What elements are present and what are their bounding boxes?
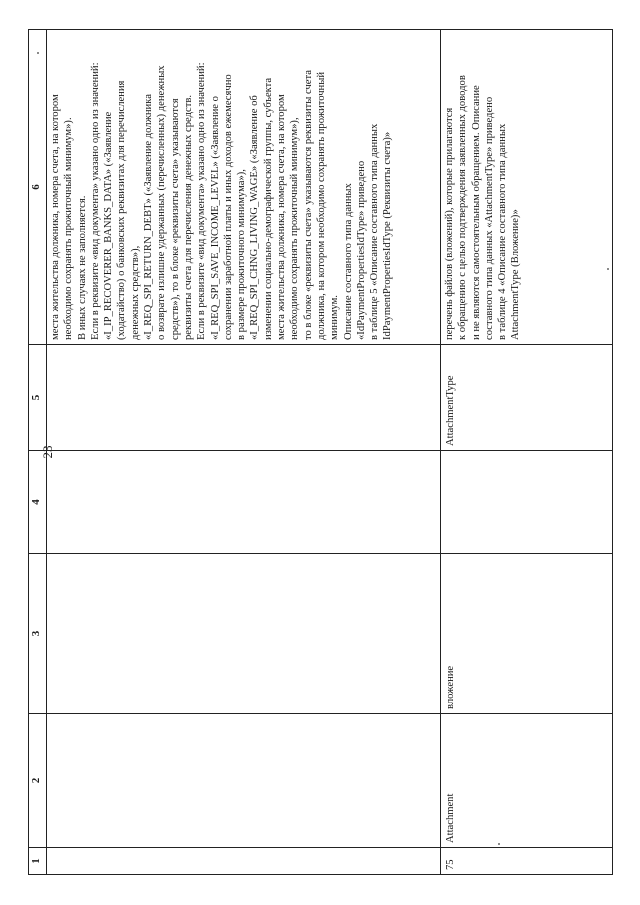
- details-line: то в блоке «реквизиты счета» указываются реквизиты счета: [302, 70, 314, 340]
- details-line: в таблице 5 «Описание составного типа данных: [369, 123, 381, 340]
- details-line: «I_REQ_SPI_SAVE_INCOME_LEVEL» («Заявление о: [209, 96, 221, 340]
- cell-description: [47, 554, 441, 714]
- header-col-2: 2: [29, 714, 47, 848]
- details-line: составного типа данных «AttachmentType» приведено: [483, 96, 495, 340]
- header-col-5: 5: [29, 345, 47, 451]
- header-col-3: 3: [29, 554, 47, 714]
- cell-description: вложение: [441, 554, 613, 714]
- details-line: места жительства должника, номера счета, на котором: [276, 94, 288, 340]
- cell-col4: [441, 451, 613, 554]
- details-line: AttachmentType (Вложение)»: [510, 209, 522, 340]
- rotated-table-wrapper: [28, 30, 613, 875]
- cell-details: [441, 30, 613, 345]
- cell-field-name: [47, 714, 441, 848]
- table-row-75: [441, 30, 613, 875]
- details-line: о возврате излишне удержанных (перечисленных) денежных: [156, 65, 168, 340]
- cell-type: AttachmentType: [441, 345, 613, 451]
- details-line: должника, на котором необходимо сохранять прожиточный: [315, 71, 327, 340]
- spec-table: [28, 29, 613, 875]
- cell-number: [47, 848, 441, 875]
- header-row: [29, 30, 47, 875]
- details-line: в размере прожиточного минимума»),: [236, 169, 248, 340]
- details-line: «IdPaymentPropertiesIdType» приведено: [355, 160, 367, 340]
- cell-col4: [47, 451, 441, 554]
- details-line: «I_IP_RECOVERER_BANKS_DATA» («Заявление: [103, 111, 115, 340]
- details-line: В иных случаях не заполняется.: [76, 195, 88, 340]
- details-line: необходимо сохранять прожиточный минимум»),: [289, 117, 301, 340]
- details-line: к обращению с целью подтверждения заявленных доводов: [457, 75, 469, 340]
- details-line: необходимо сохранять прожиточный минимум»).: [63, 117, 75, 340]
- details-line: в таблице 4 «Описание составного типа данных: [497, 123, 509, 340]
- details-line: перечень файлов (вложений), которые прилагаются: [444, 107, 455, 340]
- details-line: денежных средств»),: [129, 245, 141, 340]
- details-line: минимум.: [329, 295, 341, 340]
- details-line: (ходатайство) о банковских реквизитах для перечисления: [116, 80, 128, 340]
- cell-number: 75: [441, 848, 613, 875]
- details-line: места жительства должника, номера счета, на котором: [50, 94, 61, 340]
- details-line: Описание составного типа данных: [342, 183, 354, 340]
- table-row-continued: [47, 30, 441, 875]
- details-line: Если в реквизите «вид документа» указано одно из значений:: [196, 62, 208, 340]
- details-line: средств»), то в блоке «реквизиты счета» указываются: [169, 98, 181, 340]
- header-col-1: 1: [29, 848, 47, 875]
- cell-details: [47, 30, 441, 345]
- details-line: изменении социально-демографической группы, субъекта: [262, 77, 274, 340]
- header-col-4: 4: [29, 451, 47, 554]
- details-line: IdPaymentPropertiesIdType (Реквизиты счета)»: [382, 131, 394, 340]
- details-line: «I_REQ_SPI_RETURN_DEBT» («Заявление должника: [143, 94, 155, 340]
- cell-type: [47, 345, 441, 451]
- details-line: и не являются самостоятельным обращением. Описание: [470, 85, 482, 340]
- details-line: «I_REQ_SPI_CHNG_LIVING_WAGE» («Заявление об: [249, 95, 261, 340]
- details-line: реквизиты счета для перечисления денежных средств.: [182, 95, 194, 340]
- header-col-6: 6: [29, 30, 47, 345]
- details-line: Если в реквизите «вид документа» указано одно из значений:: [89, 62, 101, 340]
- cell-field-name: Attachment: [441, 714, 613, 848]
- details-line: сохранении заработной платы и иных доходов ежемесячно: [222, 74, 234, 340]
- page-number: 23: [40, 445, 55, 459]
